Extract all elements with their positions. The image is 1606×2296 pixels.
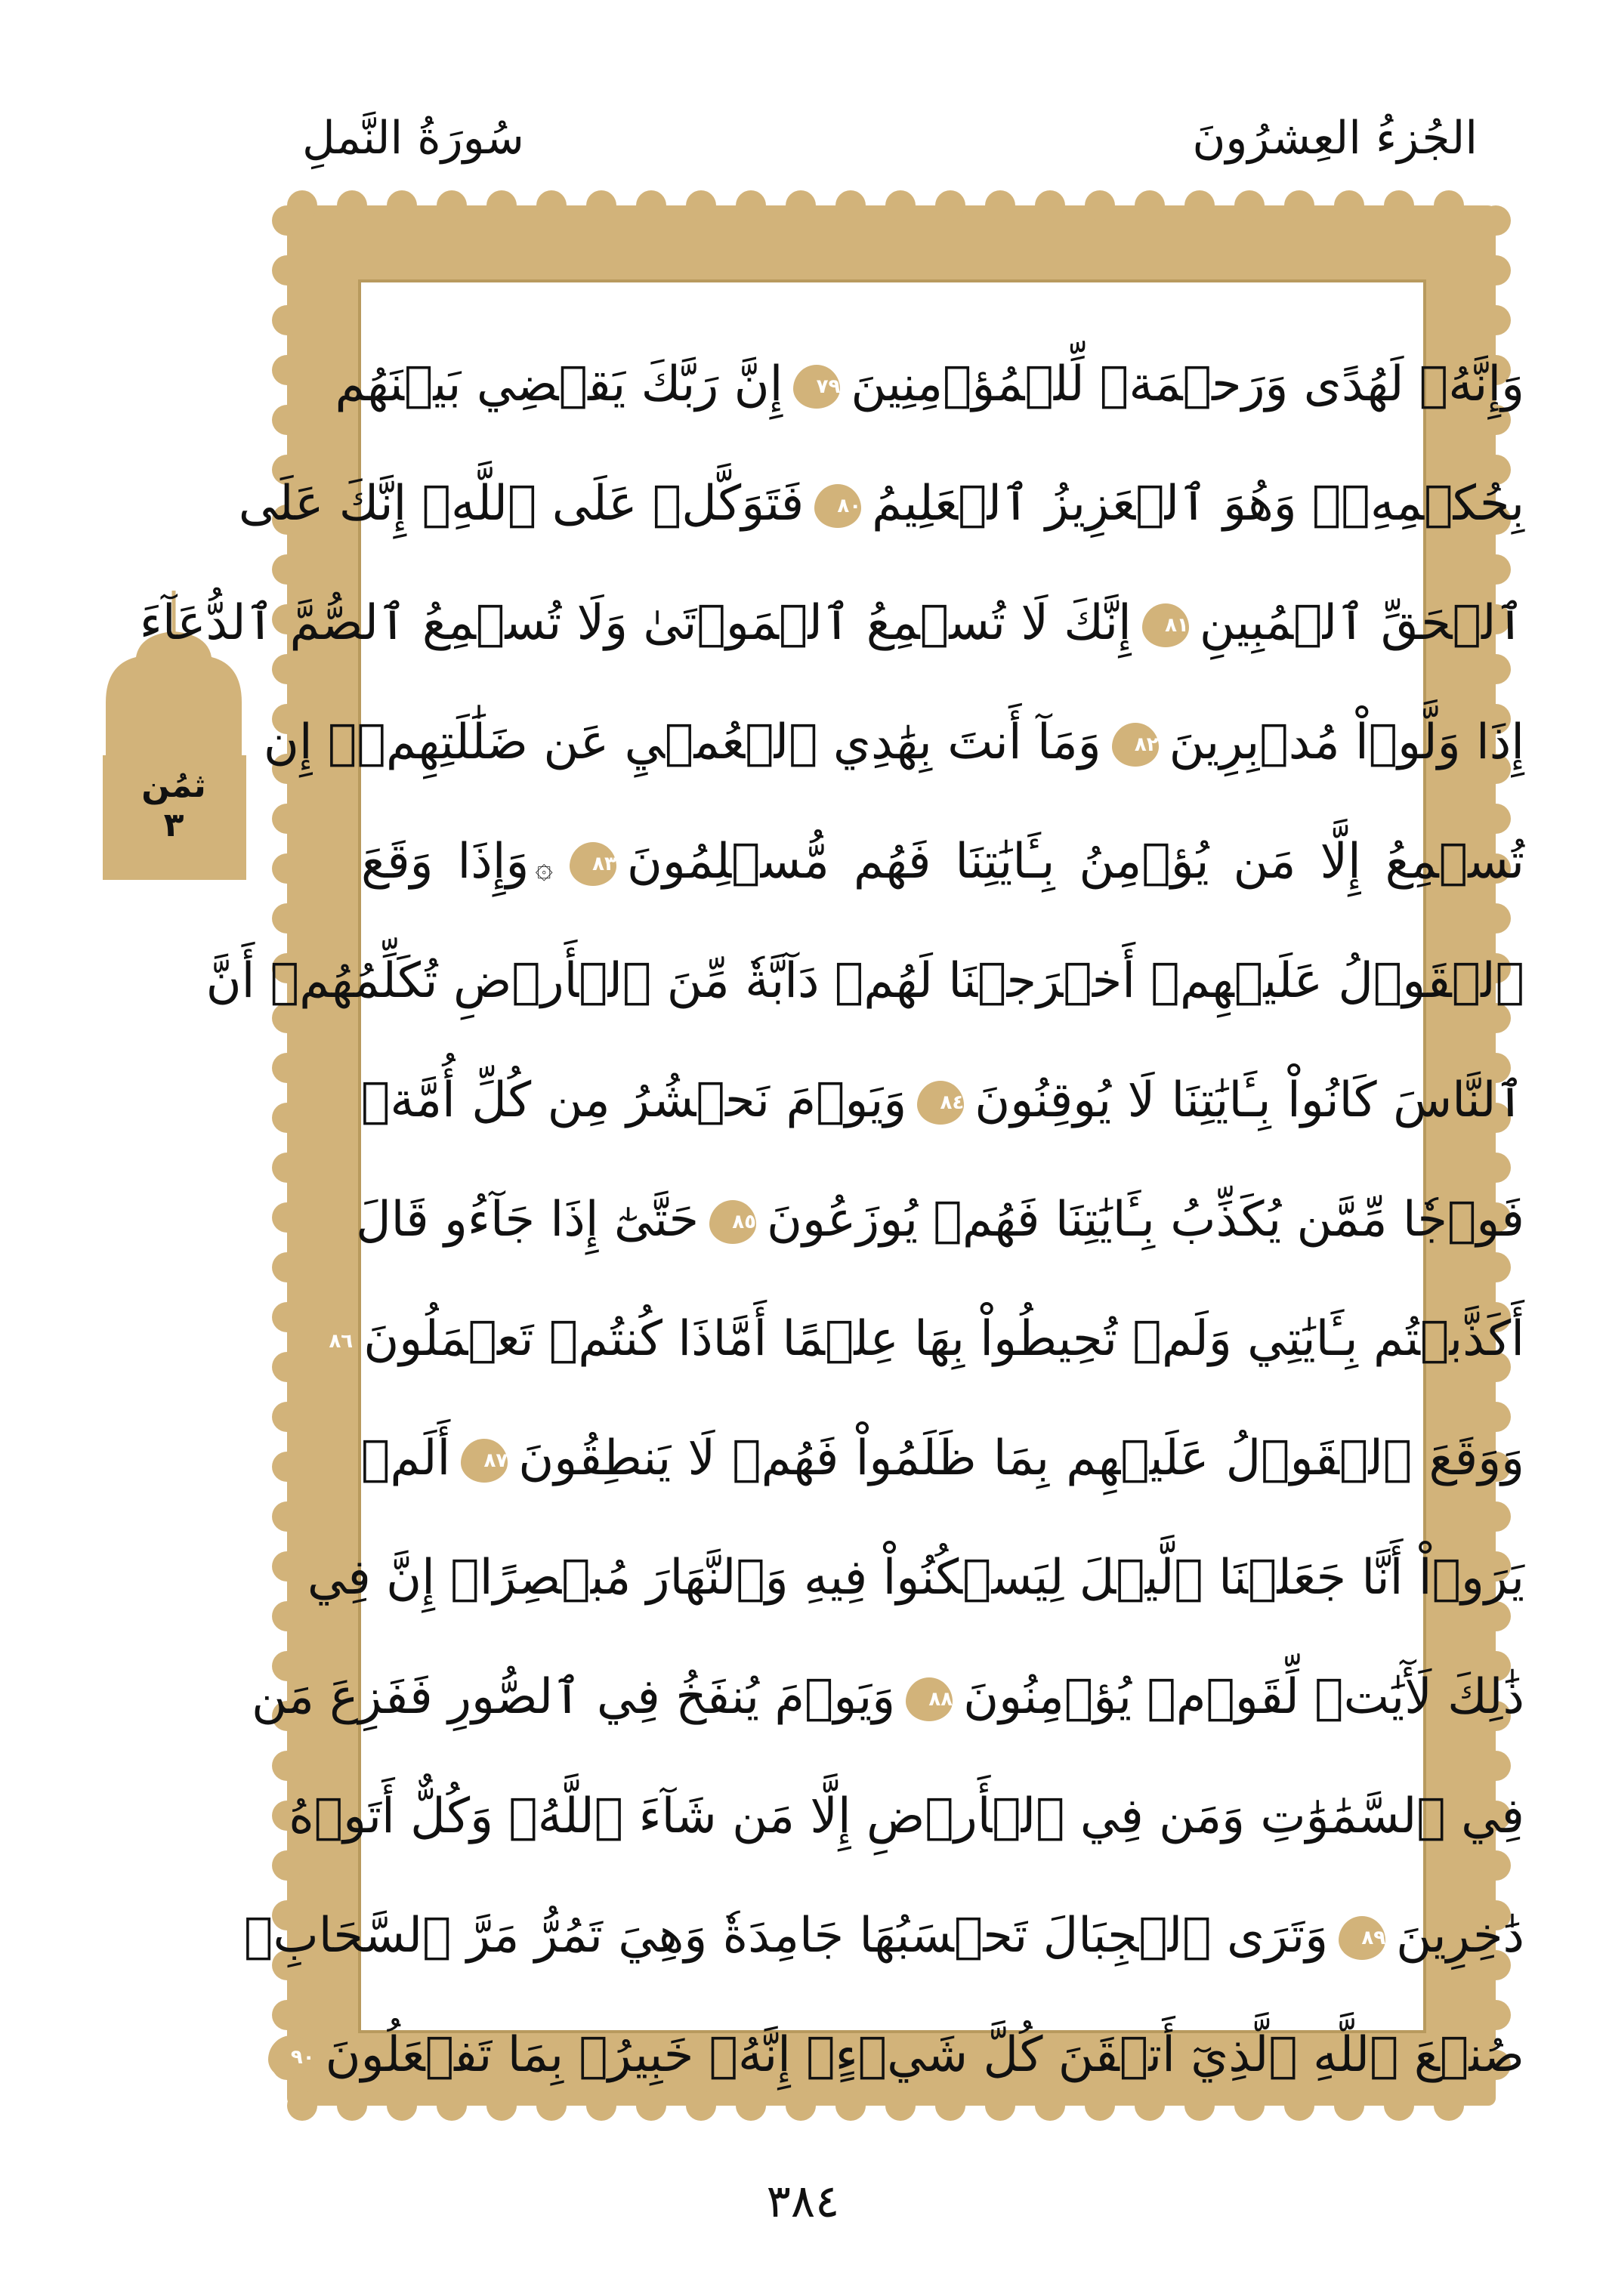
ayah-text: وَيَوۡمَ نَحۡشُرُ مِن كُلِّ أُمَّةٖ [361, 1072, 907, 1128]
ayah-number-marker: ٨٠ [814, 484, 861, 528]
ayah-number-marker: ٨٩ [1339, 1916, 1385, 1960]
ayah-line [205, 921, 1524, 1041]
ayah-text: وَمَآ أَنتَ بِهَٰدِي ٱلۡعُمۡيِ عَن ضَلَٰلَتِهِمۡۖ إِن [263, 714, 1101, 770]
ayah-text: إِنَّ رَبَّكَ يَقۡضِي بَيۡنَهُم [335, 356, 783, 412]
ayah-text: وَتَرَى ٱلۡجِبَالَ تَحۡسَبُهَا جَامِدَةٗ وَهِيَ تَمُرُّ مَرَّ ٱلسَّحَابِۚ [244, 1908, 1329, 1964]
ayah-number-marker: ٨١ [1142, 603, 1189, 647]
ayah-line [361, 1399, 1524, 1518]
rub-el-hizb-icon: ۞ [535, 850, 553, 885]
ayah-text: إِذَا وَلَّوۡاْ مُدۡبِرِينَ [1169, 714, 1524, 770]
ayah-text: صُنۡعَ ٱللَّهِ ٱلَّذِيٓ أَتۡقَنَ كُلَّ شَيۡءٍۚ إِنَّهُۥ خَبِيرُۢ بِمَا تَفۡعَلُونَ [325, 2027, 1524, 2083]
ayah-line [329, 1279, 1524, 1399]
quarter-marker [98, 767, 249, 845]
juz-title: الجُزءُ العِشرُونَ [1192, 112, 1478, 165]
ayah-text: يَرَوۡاْ أَنَّا جَعَلۡنَا ٱلَّيۡلَ لِيَسۡكُنُواْ فِيهِ وَٱلنَّهَارَ مُبۡصِرًاۚ إِنَّ فِي [307, 1550, 1524, 1606]
page-number: ٣٨٤ [766, 2175, 840, 2228]
ayah-text: حَتَّىٰٓ إِذَا جَآءُو قَالَ [356, 1192, 700, 1248]
ayah-text: ٱلۡقَوۡلُ عَلَيۡهِمۡ أَخۡرَجۡنَا لَهُمۡ دَآبَّةٗ مِّنَ ٱلۡأَرۡضِ تُكَلِّمُهُمۡ أَنَّ [205, 953, 1524, 1009]
ayah-text: بِحُكۡمِهِۦۚ وَهُوَ ٱلۡعَزِيزُ ٱلۡعَلِيمُ [872, 476, 1524, 532]
ayah-number-marker: ٧٩ [793, 365, 840, 409]
ayah-text: وَوَقَعَ ٱلۡقَوۡلُ عَلَيۡهِم بِمَا ظَلَمُواْ فَهُمۡ لَا يَنطِقُونَ [518, 1430, 1524, 1486]
ayah-text: فَتَوَكَّلۡ عَلَى ٱللَّهِۖ إِنَّكَ عَلَى [238, 476, 805, 532]
ayah-number-marker: ٨٨ [906, 1677, 953, 1721]
ayah-line [290, 1995, 1524, 2115]
ayah-line [307, 1518, 1524, 1637]
ayah-number-marker: ٨٥ [709, 1200, 756, 1244]
ayah-number-marker: ٨٤ [917, 1081, 964, 1125]
surah-title: سُورَةُ النَّملِ [302, 112, 524, 165]
ayah-text: دَٰخِرِينَ [1396, 1908, 1524, 1964]
ayah-text: وَإِنَّهُۥ لَهُدًى وَرَحۡمَةٞ لِّلۡمُؤۡمِنِينَ [851, 356, 1524, 412]
ayah-text: أَلَمۡ [361, 1430, 451, 1486]
ayah-line [356, 1160, 1524, 1279]
ayah-line [335, 325, 1524, 444]
ayah-text: فَوۡجٗا مِّمَّن يُكَذِّبُ بِـَٔايَٰتِنَا فَهُمۡ يُوزَعُونَ [767, 1192, 1524, 1248]
ayah-text: تُسۡمِعُ إِلَّا مَن يُؤۡمِنُ بِـَٔايَٰتِنَا فَهُم مُّسۡلِمُونَ [626, 834, 1525, 890]
ayah-text: وَيَوۡمَ يُنفَخُ فِي ٱلصُّورِ فَفَزِعَ مَن [251, 1669, 896, 1725]
ayah-text: أَكَذَّبۡتُم بِـَٔايَٰتِي وَلَمۡ تُحِيطُواْ بِهَا عِلۡمًا أَمَّاذَا كُنتُمۡ تَعۡمَلُونَ [363, 1311, 1524, 1367]
ayah-number-marker: ٨٦ [306, 1319, 353, 1363]
ayah-line [251, 1637, 1524, 1757]
ayah-number-marker: ٨٢ [1112, 723, 1159, 767]
ayah-text: ٱلنَّاسَ كَانُواْ بِـَٔايَٰتِنَا لَا يُوقِنُونَ [974, 1072, 1524, 1128]
ayah-number-marker: ٩٠ [268, 2035, 315, 2079]
ayah-line [361, 1041, 1524, 1160]
quarter-number: ٣ [163, 806, 184, 844]
ayah-number-marker: ٨٣ [570, 842, 616, 886]
ayah-number-marker: ٨٧ [461, 1439, 508, 1483]
ayah-line [139, 563, 1524, 683]
ayah-text: فِي ٱلسَّمَٰوَٰتِ وَمَن فِي ٱلۡأَرۡضِ إِلَّا مَن شَآءَ ٱللَّهُۚ وَكُلٌّ أَتَوۡهُ [289, 1788, 1524, 1844]
ayah-line [289, 1757, 1524, 1876]
ayah-text: إِنَّكَ لَا تُسۡمِعُ ٱلۡمَوۡتَىٰ وَلَا تُسۡمِعُ ٱلصُّمَّ ٱلدُّعَآءَ [139, 595, 1132, 651]
ayah-line [244, 1876, 1524, 1995]
ayah-line [263, 683, 1524, 802]
ayah-text: ذَٰلِكَ لَأٓيَٰتٖ لِّقَوۡمٖ يُؤۡمِنُونَ [963, 1669, 1524, 1725]
ayah-text: وَإِذَا وَقَعَ [361, 834, 530, 890]
ayah-text: ٱلۡحَقِّ ٱلۡمُبِينِ [1199, 595, 1524, 651]
quarter-word: ثمُن [141, 767, 206, 805]
ayah-line [238, 444, 1524, 563]
ayah-line [361, 802, 1524, 921]
